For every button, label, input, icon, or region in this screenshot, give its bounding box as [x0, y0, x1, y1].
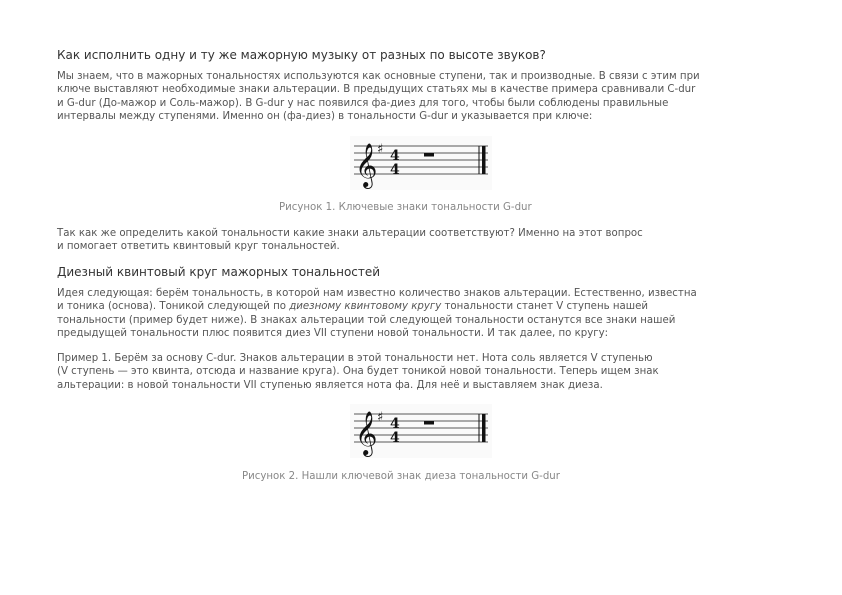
text-line: интервалы между ступенями. Именно он (фа-диез) в тональности G-dur и указывается при ключе:	[57, 110, 593, 122]
sharp-icon: ♯	[377, 410, 384, 425]
sharp-icon: ♯	[377, 142, 384, 157]
treble-clef-icon: 𝄞	[355, 143, 378, 187]
text-line: и помогает ответить квинтовый круг тональностей.	[57, 241, 340, 253]
section-heading: Как исполнить одну и ту же мажорную музыку от разных по высоте звуков?	[57, 48, 546, 62]
time-signature-top: 4	[390, 148, 400, 164]
text-line: альтерации: в новой тональности VII ступенью является нота фа. Для неё и выставляем знак диеза.	[57, 379, 603, 391]
paragraph-intro	[57, 70, 787, 123]
music-staff-figure-1	[350, 136, 492, 190]
emphasis-link[interactable]: диезному квинтовому кругу	[289, 301, 442, 313]
time-signature-bottom: 4	[390, 162, 400, 178]
paragraph-example	[57, 352, 787, 392]
text-line: (V ступень — это квинта, отсюда и название круга). Она будет тоникой новой тональности. Теперь ищем знак	[57, 366, 659, 378]
barline-thick	[482, 146, 486, 174]
text-line: и G-dur (До-мажор и Соль-мажор). В G-dur у нас появился фа-диез для того, чтобы были соблюдены правильные	[57, 97, 669, 109]
text-line: ключе выставляют необходимые знаки альтерации. В предыдущих статьях мы в качестве примера сравнивали C-dur	[57, 84, 696, 96]
treble-clef-icon: 𝄞	[355, 411, 378, 455]
text-line: тональности (пример будет ниже). В знаках альтерации той следующей тональности останутся все знаки нашей	[57, 314, 676, 326]
time-signature-top: 4	[390, 416, 400, 432]
whole-rest-icon	[424, 153, 434, 157]
section-heading: Диезный квинтовый круг мажорных тональностей	[57, 265, 381, 279]
time-signature-bottom: 4	[390, 430, 400, 446]
text-line: предыдущей тональности плюс появится диез VII ступени новой тональности. И так далее, по кругу:	[57, 327, 609, 339]
text-line: Пример 1. Берём за основу C-dur. Знаков альтерации в этой тональности нет. Нота соль является V ступенью	[57, 353, 653, 364]
text-line: Идея следующая: берём тональность, в которой нам известно количество знаков альтерации. Естественно, известна	[57, 288, 697, 299]
whole-rest-icon	[424, 421, 434, 425]
text-line: Мы знаем, что в мажорных тональностях используются как основные ступени, так и производные. В связи с этим при	[57, 71, 700, 82]
figure-caption: Рисунок 2. Нашли ключевой знак диеза тональности G-dur	[242, 471, 560, 482]
text-span: тональности станет V ступень нашей	[441, 301, 648, 313]
barline-thick	[482, 414, 486, 442]
music-staff-figure-2	[350, 404, 492, 458]
text-line: Так как же определить какой тональности какие знаки альтерации соответствуют? Именно на этот вопрос	[57, 228, 643, 239]
text-line	[57, 300, 787, 313]
paragraph-question	[57, 227, 787, 254]
text-span: и тоника (основа). Тоникой следующей по	[57, 301, 290, 313]
figure-caption: Рисунок 1. Ключевые знаки тональности G-dur	[279, 202, 532, 213]
paragraph-idea	[57, 287, 787, 340]
